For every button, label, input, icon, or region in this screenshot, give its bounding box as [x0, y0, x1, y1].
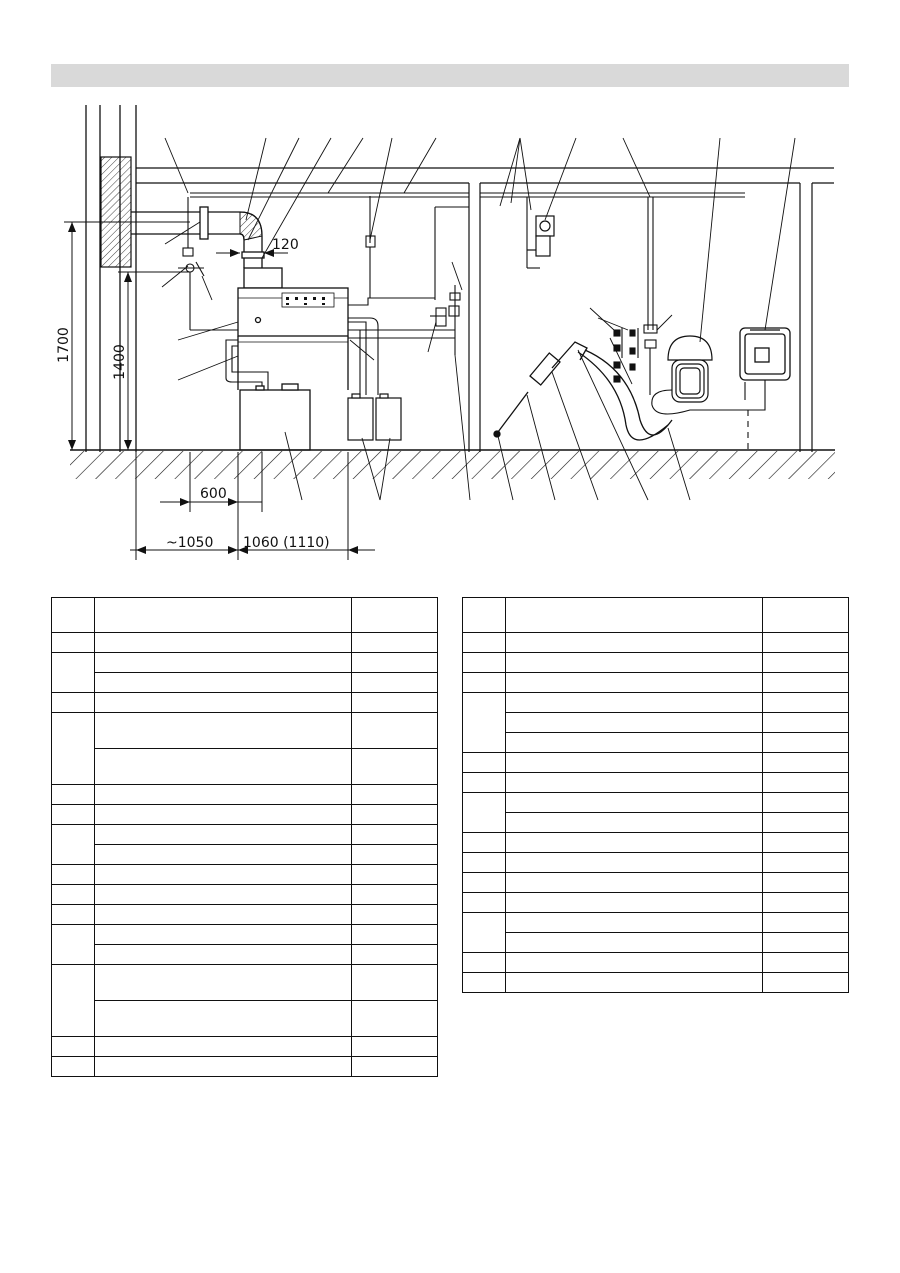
- part-number-cell: [763, 713, 849, 733]
- item-number-cell: [52, 1057, 95, 1077]
- elbow-hatch: [240, 212, 262, 240]
- part-number-cell: [352, 633, 438, 653]
- ground: [70, 450, 835, 479]
- table-row: [463, 933, 849, 953]
- detergent-tank: [240, 384, 310, 450]
- part-number-cell: [352, 673, 438, 693]
- part-number-cell: [763, 813, 849, 833]
- table-row: [52, 845, 438, 865]
- item-number-cell: [52, 1037, 95, 1057]
- description-cell: [95, 945, 352, 965]
- dim-width-1060: 1060 (1110): [243, 535, 330, 551]
- item-number-cell: [52, 653, 95, 693]
- dimension-lines: [64, 222, 375, 560]
- item-number-cell: [463, 793, 506, 833]
- table-row: [463, 813, 849, 833]
- item-number-cell: [463, 773, 506, 793]
- part-number-cell: [763, 933, 849, 953]
- description-cell: [95, 805, 352, 825]
- item-number-cell: [52, 925, 95, 965]
- description-cell: [506, 853, 763, 873]
- description-cell: [95, 693, 352, 713]
- description-cell: [506, 673, 763, 693]
- table-row: [52, 1057, 438, 1077]
- part-number-cell: [352, 693, 438, 713]
- part-number-cell: [352, 1057, 438, 1077]
- description-cell: [95, 1037, 352, 1057]
- description-cell: [506, 913, 763, 933]
- part-number-cell: [352, 805, 438, 825]
- description-cell: [506, 773, 763, 793]
- description-cell: [506, 733, 763, 753]
- description-cell: [95, 653, 352, 673]
- description-cell: [95, 925, 352, 945]
- description-cell: [506, 793, 763, 813]
- description-cell: [95, 1001, 352, 1037]
- table-row: [52, 693, 438, 713]
- table-row: [463, 973, 849, 993]
- part-number-cell: [352, 1001, 438, 1037]
- table-row: [52, 905, 438, 925]
- table-header-row: [52, 598, 438, 633]
- item-number-cell: [463, 953, 506, 973]
- description-cell: [506, 813, 763, 833]
- part-number-cell: [352, 825, 438, 845]
- table-row: [52, 1037, 438, 1057]
- description-cell: [506, 633, 763, 653]
- table-row: [463, 733, 849, 753]
- description-cell: [506, 833, 763, 853]
- part-number-cell: [352, 1037, 438, 1057]
- description-cell: [95, 713, 352, 749]
- hose-reel-box: [740, 328, 790, 380]
- spray-lance: [494, 342, 672, 440]
- chemical-canisters: [348, 394, 401, 440]
- part-number-cell: [763, 853, 849, 873]
- table-row: [52, 885, 438, 905]
- part-number-cell: [763, 913, 849, 933]
- table-row: [52, 805, 438, 825]
- table-row: [463, 793, 849, 813]
- table-row: [463, 913, 849, 933]
- part-number-cell: [352, 785, 438, 805]
- table-row: [463, 853, 849, 873]
- part-number-cell: [352, 945, 438, 965]
- table-row: [52, 1001, 438, 1037]
- table-row: [52, 925, 438, 945]
- item-number-cell: [463, 973, 506, 993]
- part-number-cell: [763, 653, 849, 673]
- part-number-cell: [763, 673, 849, 693]
- part-number-cell: [352, 965, 438, 1001]
- part-number-cell: [763, 833, 849, 853]
- description-cell: [95, 885, 352, 905]
- table-row: [463, 833, 849, 853]
- part-number-cell: [763, 873, 849, 893]
- description-cell: [95, 825, 352, 845]
- table-row: [463, 753, 849, 773]
- table-header-cell: [52, 598, 95, 633]
- description-cell: [506, 873, 763, 893]
- description-cell: [506, 893, 763, 913]
- part-number-cell: [763, 693, 849, 713]
- description-cell: [506, 713, 763, 733]
- part-number-cell: [352, 865, 438, 885]
- table-header-cell: [95, 598, 352, 633]
- table-row: [463, 953, 849, 973]
- part-number-cell: [352, 749, 438, 785]
- dim-height-1400: 1400: [112, 344, 128, 380]
- wall-valve-group: [366, 196, 460, 355]
- table-row: [463, 653, 849, 673]
- part-number-cell: [763, 633, 849, 653]
- table-row: [52, 865, 438, 885]
- part-number-cell: [352, 905, 438, 925]
- description-cell: [95, 785, 352, 805]
- item-number-cell: [52, 905, 95, 925]
- hose-reel-open: [668, 336, 712, 402]
- table-row: [463, 873, 849, 893]
- right-wall-unit: [527, 216, 554, 256]
- description-cell: [506, 973, 763, 993]
- item-number-cell: [463, 693, 506, 753]
- description-cell: [95, 1057, 352, 1077]
- parts-table-left: [51, 597, 438, 1077]
- table-row: [463, 673, 849, 693]
- description-cell: [95, 633, 352, 653]
- installation-diagram: [0, 0, 900, 580]
- part-number-cell: [352, 925, 438, 945]
- table-row: [52, 633, 438, 653]
- part-number-cell: [763, 953, 849, 973]
- table-row: [463, 713, 849, 733]
- part-number-cell: [763, 973, 849, 993]
- item-number-cell: [463, 653, 506, 673]
- ceiling-lines: [136, 168, 834, 183]
- item-number-cell: [52, 885, 95, 905]
- item-number-cell: [463, 913, 506, 953]
- table-row: [463, 773, 849, 793]
- dim-height-1700: 1700: [56, 327, 72, 363]
- table-row: [463, 633, 849, 653]
- part-number-cell: [763, 773, 849, 793]
- table-header-cell: [506, 598, 763, 633]
- table-row: [52, 965, 438, 1001]
- table-row: [52, 653, 438, 673]
- table-row: [52, 713, 438, 749]
- vertical-drop-pipe: [644, 197, 657, 395]
- item-number-cell: [463, 633, 506, 653]
- part-number-cell: [763, 733, 849, 753]
- table-row: [52, 825, 438, 845]
- item-number-cell: [52, 633, 95, 653]
- description-cell: [95, 845, 352, 865]
- flue-wall-block: [101, 157, 131, 267]
- description-cell: [506, 693, 763, 713]
- item-number-cell: [463, 873, 506, 893]
- table-row: [52, 785, 438, 805]
- table-header-cell: [463, 598, 506, 633]
- description-cell: [95, 673, 352, 693]
- item-number-cell: [52, 713, 95, 785]
- dim-width-1050: ~1050: [166, 535, 214, 551]
- description-cell: [506, 753, 763, 773]
- table-header-cell: [352, 598, 438, 633]
- table-row: [52, 673, 438, 693]
- item-number-cell: [52, 825, 95, 865]
- description-cell: [95, 905, 352, 925]
- table-header-row: [463, 598, 849, 633]
- item-number-cell: [52, 965, 95, 1037]
- item-number-cell: [463, 893, 506, 913]
- description-cell: [506, 953, 763, 973]
- partition-walls: [469, 183, 812, 452]
- description-cell: [506, 653, 763, 673]
- part-number-cell: [763, 893, 849, 913]
- parts-table-right: [462, 597, 849, 993]
- part-number-cell: [352, 885, 438, 905]
- dimension-arrows: [68, 222, 358, 554]
- item-number-cell: [463, 853, 506, 873]
- part-number-cell: [352, 653, 438, 673]
- table-row: [52, 749, 438, 785]
- description-cell: [506, 933, 763, 953]
- table-row: [463, 893, 849, 913]
- part-number-cell: [763, 793, 849, 813]
- table-row: [463, 693, 849, 713]
- item-number-cell: [52, 865, 95, 885]
- description-cell: [95, 965, 352, 1001]
- item-number-cell: [463, 833, 506, 853]
- description-cell: [95, 865, 352, 885]
- part-number-cell: [763, 753, 849, 773]
- item-number-cell: [52, 785, 95, 805]
- item-number-cell: [52, 693, 95, 713]
- dim-gap-120: 120: [272, 237, 299, 253]
- table-header-cell: [763, 598, 849, 633]
- description-cell: [95, 749, 352, 785]
- table-row: [52, 945, 438, 965]
- item-number-cell: [463, 673, 506, 693]
- item-number-cell: [463, 753, 506, 773]
- dim-width-600: 600: [200, 486, 227, 502]
- part-number-cell: [352, 713, 438, 749]
- part-number-cell: [352, 845, 438, 865]
- item-number-cell: [52, 805, 95, 825]
